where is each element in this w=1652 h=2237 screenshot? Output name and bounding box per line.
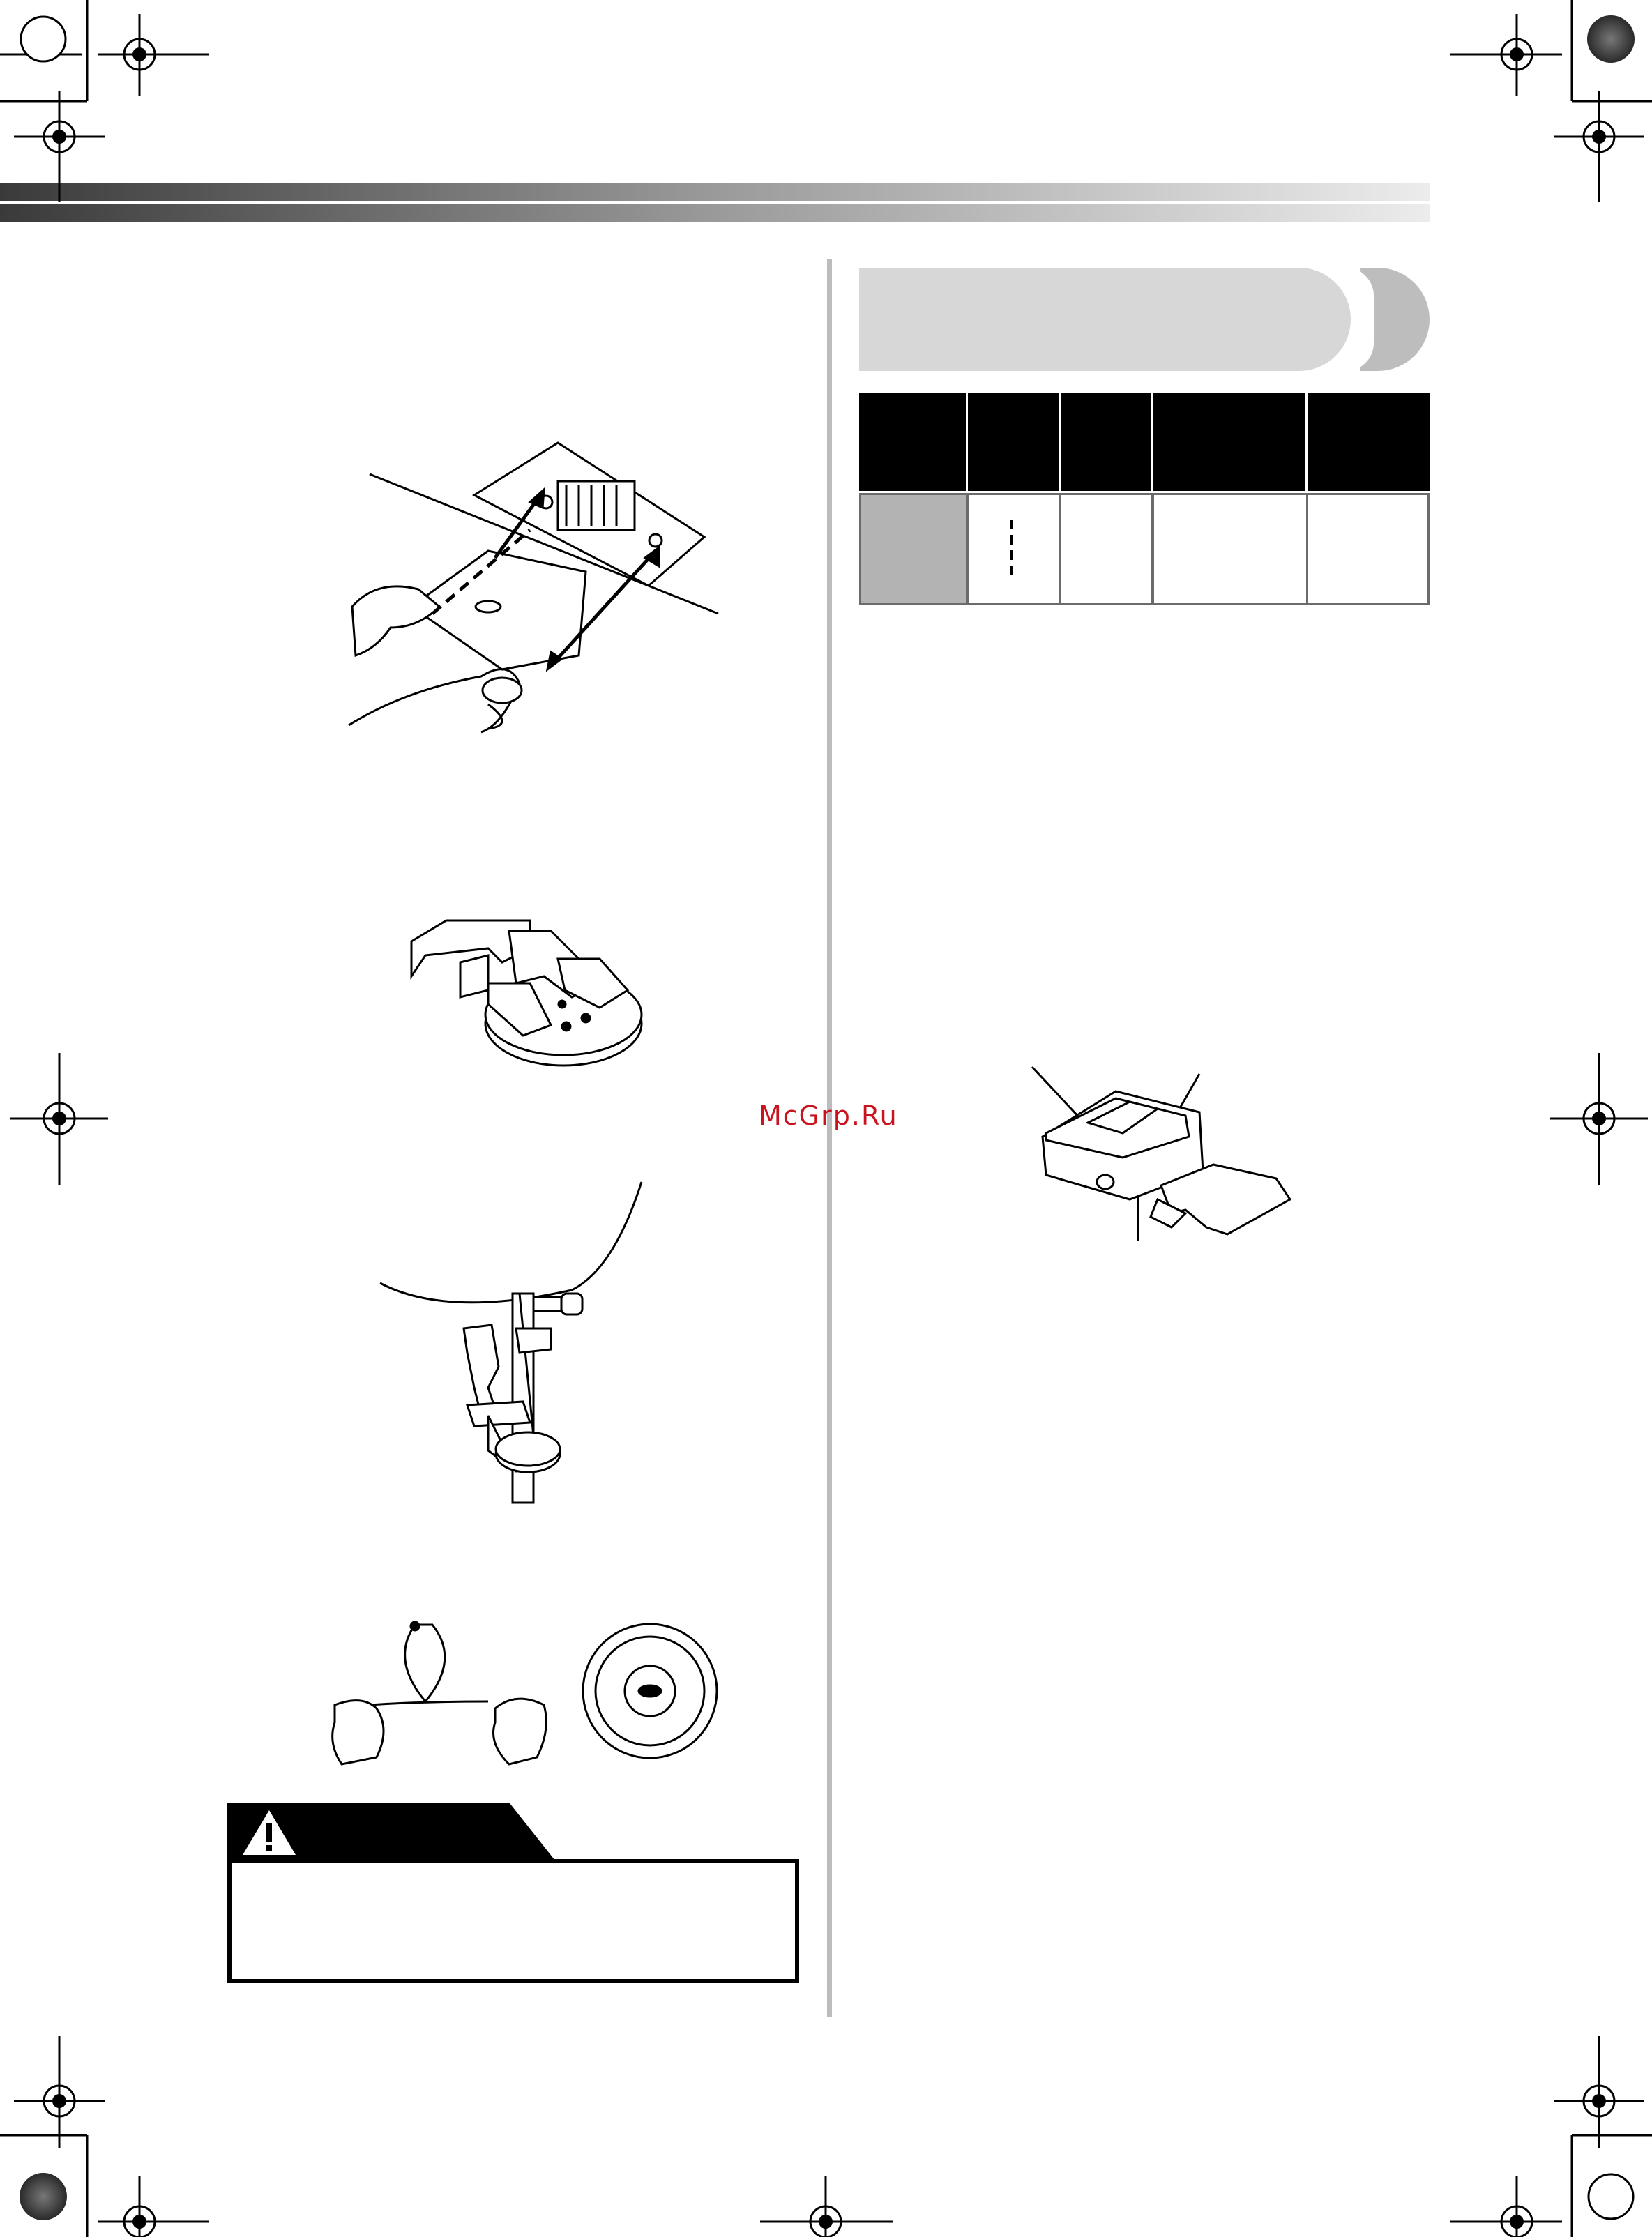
warning-triangle-icon (240, 1807, 298, 1858)
table-row-label (859, 493, 968, 605)
table-header-cell (1308, 393, 1430, 491)
column-divider (827, 259, 832, 2017)
table-header-cell (968, 393, 1059, 491)
illustration-needle-plate-cover (349, 443, 718, 732)
straight-stitch-icon (969, 495, 1059, 603)
table-cell (1152, 493, 1308, 605)
table-header-cell (1153, 393, 1305, 491)
table-cell (1306, 493, 1430, 605)
table-header-cell (1061, 393, 1151, 491)
table-cell (1059, 493, 1153, 605)
illustration-presser-foot (380, 1182, 642, 1503)
table-cell-stitch (967, 493, 1061, 605)
caution-box (227, 1859, 799, 1983)
illustration-zipper-foot (1032, 1067, 1290, 1241)
section-header (859, 268, 1351, 371)
illustration-button-foot (411, 920, 642, 1066)
table-header-cell (859, 393, 966, 491)
header-bar (0, 183, 1430, 222)
illustration-thread-tie (333, 1622, 717, 1764)
watermark: McGrp.Ru (759, 1100, 898, 1131)
